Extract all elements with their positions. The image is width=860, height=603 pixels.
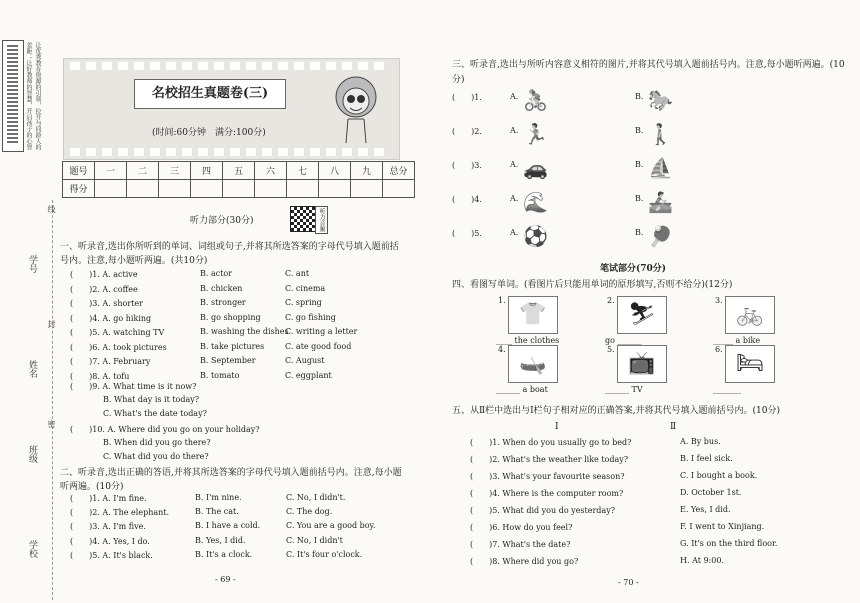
s3-opt-b: B. (635, 126, 644, 135)
s2-item-b: B. Yes, I did. (195, 535, 246, 545)
s4-blank: ______ TV (605, 385, 643, 394)
s4-num: 6. (715, 345, 723, 354)
s5-left-item: ( )5. What did you do yesterday? (470, 506, 616, 515)
s5-left-item: ( )3. What's your favourite season? (470, 472, 625, 481)
s1-item-a: ( )7. A. February (70, 357, 151, 366)
section4-title: 四、看图写单词。(看图片后只能用单词的原形填写,否则不给分)(12分) (452, 280, 733, 290)
s1-item-c: C. spring (285, 298, 322, 307)
s3-picture-a-icon: 🚗 (523, 156, 548, 180)
s1-q10-c: C. What did you do there? (103, 452, 209, 461)
s2-item-a: ( )2. A. The elephant. (70, 508, 170, 518)
s1-item-b: B. take pictures (200, 341, 265, 351)
s3-picture-a-icon: 🌊 (523, 190, 548, 214)
s4-blank: go ______ (605, 336, 642, 345)
s1-item-a: ( )4. A. go hiking (70, 313, 152, 323)
qr-caption: 听力音频 (315, 206, 328, 234)
s1-item-a: ( )2. A. coffee (70, 284, 138, 294)
s3-item: ( )5. (452, 229, 482, 238)
s1-q9-b: B. What day is it today? (103, 395, 200, 404)
s1-item-b: B. tomato (200, 370, 240, 380)
s4-blank: _______ (713, 385, 741, 394)
side-strip (2, 40, 24, 152)
s5-right-item: G. It's on the third floor. (680, 539, 778, 548)
s4-num: 1. (498, 296, 506, 305)
s1-item-b: B. chicken (200, 283, 243, 293)
section2-title: 二、听录音,选出正确的答语,并将其所选答案的字母代号填入题前括号内。注意,每小题听两遍。(10分) (60, 468, 402, 492)
col1-header: Ⅰ (555, 422, 559, 432)
s5-right-item: H. At 9:00. (680, 556, 724, 565)
s3-picture-b-icon: 🏓 (648, 224, 673, 248)
s4-picture: 🚲 (725, 296, 775, 334)
s4-picture: ⛷ (617, 296, 667, 334)
page-number-left: - 69 - (215, 575, 236, 584)
s4-picture: 👕 (508, 296, 558, 334)
exam-subtitle: (时间:60分钟 满分:100分) (152, 128, 266, 138)
s2-item-c: C. The dog. (286, 507, 333, 517)
s3-opt-a: A. (510, 228, 519, 237)
s4-num: 4. (498, 345, 506, 354)
s1-item-c: C. writing a letter (285, 327, 358, 336)
s1-q10-a: ( )10. A. Where did you go on your holiday? (70, 425, 260, 434)
writing-header: 笔试部分(70分) (600, 264, 667, 274)
s2-item-b: B. The cat. (195, 507, 239, 517)
s1-item-c: C. August (285, 356, 325, 365)
s1-item-b: B. go shopping (200, 312, 261, 322)
s3-item: ( )1. (452, 93, 482, 102)
s3-picture-b-icon: 🚶 (648, 122, 673, 146)
page-number-right: - 70 - (618, 578, 639, 587)
side-mark-seal: 封 (47, 320, 56, 328)
s1-q10-b: B. When did you go there? (103, 438, 211, 447)
qr-code[interactable] (290, 206, 316, 232)
s5-left-item: ( )2. What's the weather like today? (470, 455, 629, 464)
s2-item-c: C. No, I didn't. (286, 493, 346, 502)
side-label-name: 姓名 (27, 360, 37, 378)
s2-item-a: ( )3. A. I'm five. (70, 522, 146, 532)
s1-item-c: C. ate good food (285, 341, 352, 351)
s1-item-a: ( )5. A. watching TV (70, 328, 165, 337)
s3-opt-b: B. (635, 160, 644, 169)
side-label-xuehao: 学号 (27, 255, 37, 273)
s3-opt-a: A. (510, 92, 519, 101)
s1-item-b: B. actor (200, 269, 233, 278)
s3-item: ( )3. (452, 161, 482, 170)
side-label-class: 班级 (27, 445, 37, 463)
section3-title: 三、听录音,选出与所听内容意义相符的图片,并将其代号填入题前括号内。注意,每小题听两遍。(10分) (452, 60, 845, 85)
s3-opt-b: B. (635, 194, 644, 203)
s2-item-b: B. I have a cold. (195, 521, 261, 531)
s3-opt-a: A. (510, 160, 519, 169)
s4-picture: 📺 (617, 345, 667, 383)
s5-right-item: A. By bus. (680, 437, 721, 446)
exam-title: 名校招生真题卷(三) (134, 79, 286, 109)
s4-blank: _____ a bike (713, 336, 761, 345)
s1-item-a: ( )1. A. active (70, 270, 138, 279)
s2-item-b: B. I'm nine. (195, 493, 242, 502)
s3-picture-a-icon: ⚽ (523, 224, 548, 248)
s5-right-item: C. I bought a book. (680, 471, 758, 480)
right-page (430, 0, 860, 603)
s5-left-item: ( )7. What's the date? (470, 540, 571, 549)
s1-q9-c: C. What's the date today? (103, 409, 207, 418)
s5-right-item: E. Yes, I did. (680, 505, 731, 514)
s3-picture-a-icon: 🚴 (523, 88, 548, 112)
s4-num: 2. (607, 296, 615, 305)
s1-item-a: ( )6. A. took pictures (70, 342, 167, 352)
title-banner (63, 58, 400, 160)
s1-item-a: ( )8. A. tofu (70, 371, 130, 381)
s4-blank: ____ the clothes (496, 336, 560, 345)
listening-header: 听力部分(30分) (190, 216, 254, 226)
s4-picture: 🛶 (508, 345, 558, 383)
s2-item-a: ( )5. A. It's black. (70, 550, 153, 560)
s1-q9-a: ( )9. A. What time is it now? (70, 382, 197, 391)
s5-right-item: D. October 1st. (680, 488, 742, 497)
s2-item-a: ( )4. A. Yes, I do. (70, 536, 150, 546)
s4-picture: 🛏 (725, 345, 775, 383)
s3-picture-a-icon: 🏃 (523, 122, 548, 146)
s3-item: ( )4. (452, 195, 482, 204)
side-slogan: 让优秀教育资源的引领，拉开与同龄人的差距；让好教师的智慧，开启孩子的心智 (25, 42, 41, 150)
s1-item-c: C. eggplant (285, 370, 332, 380)
s3-opt-b: B. (635, 228, 644, 237)
s1-item-c: C. ant (285, 269, 310, 278)
s4-num: 5. (607, 345, 615, 354)
s2-item-b: B. It's a clock. (195, 549, 253, 559)
side-label-school: 学校 (27, 540, 37, 558)
s1-item-b: B. September (200, 356, 256, 365)
cartoon-girl-icon (326, 67, 386, 147)
s5-left-item: ( )4. Where is the computer room? (470, 489, 624, 498)
s5-right-item: B. I feel sick. (680, 454, 733, 463)
s1-item-c: C. go fishing (285, 312, 336, 322)
s4-blank: ______ a boat (496, 385, 548, 394)
s3-picture-b-icon: 🐎 (648, 88, 673, 112)
s3-opt-a: A. (510, 194, 519, 203)
s2-item-c: C. You are a good boy. (286, 521, 376, 531)
col2-header: Ⅱ (670, 422, 677, 432)
s5-left-item: ( )6. How do you feel? (470, 523, 573, 532)
score-table: 题号 一 二 三 四 五 六 七 八 九 总分 得分 (62, 161, 415, 198)
s2-item-a: ( )1. A. I'm fine. (70, 494, 147, 503)
s5-left-item: ( )8. Where did you go? (470, 557, 579, 566)
s3-opt-b: B. (635, 92, 644, 101)
section1-title: 一、听录音,选出你所听到的单词、词组或句子,并将其所选答案的字母代号填入题前括号内。注意,每小题听两遍。(共10分) (60, 242, 399, 266)
s1-item-b: B. stronger (200, 298, 246, 307)
s3-picture-b-icon: 🚣 (648, 190, 673, 214)
s3-opt-a: A. (510, 126, 519, 135)
s2-item-c: C. It's four o'clock. (286, 549, 363, 559)
s4-num: 3. (715, 296, 723, 305)
s3-picture-b-icon: ⛵ (648, 156, 673, 180)
s2-item-c: C. No, I didn't (286, 535, 343, 545)
s3-item: ( )2. (452, 127, 482, 136)
s1-item-a: ( )3. A. shorter (70, 299, 143, 308)
side-mark-secret: 密 (47, 420, 56, 428)
side-mark-line: 线 (47, 205, 56, 213)
s5-right-item: F. I went to Xinjiang. (680, 522, 765, 531)
s1-item-c: C. cinema (285, 283, 326, 293)
s5-left-item: ( )1. When do you usually go to bed? (470, 438, 632, 447)
s1-item-b: B. washing the dishes (200, 327, 289, 336)
section5-title: 五、从Ⅱ栏中选出与Ⅰ栏句子相对应的正确答案,并将其代号填入题前括号内。(10分) (452, 406, 781, 416)
